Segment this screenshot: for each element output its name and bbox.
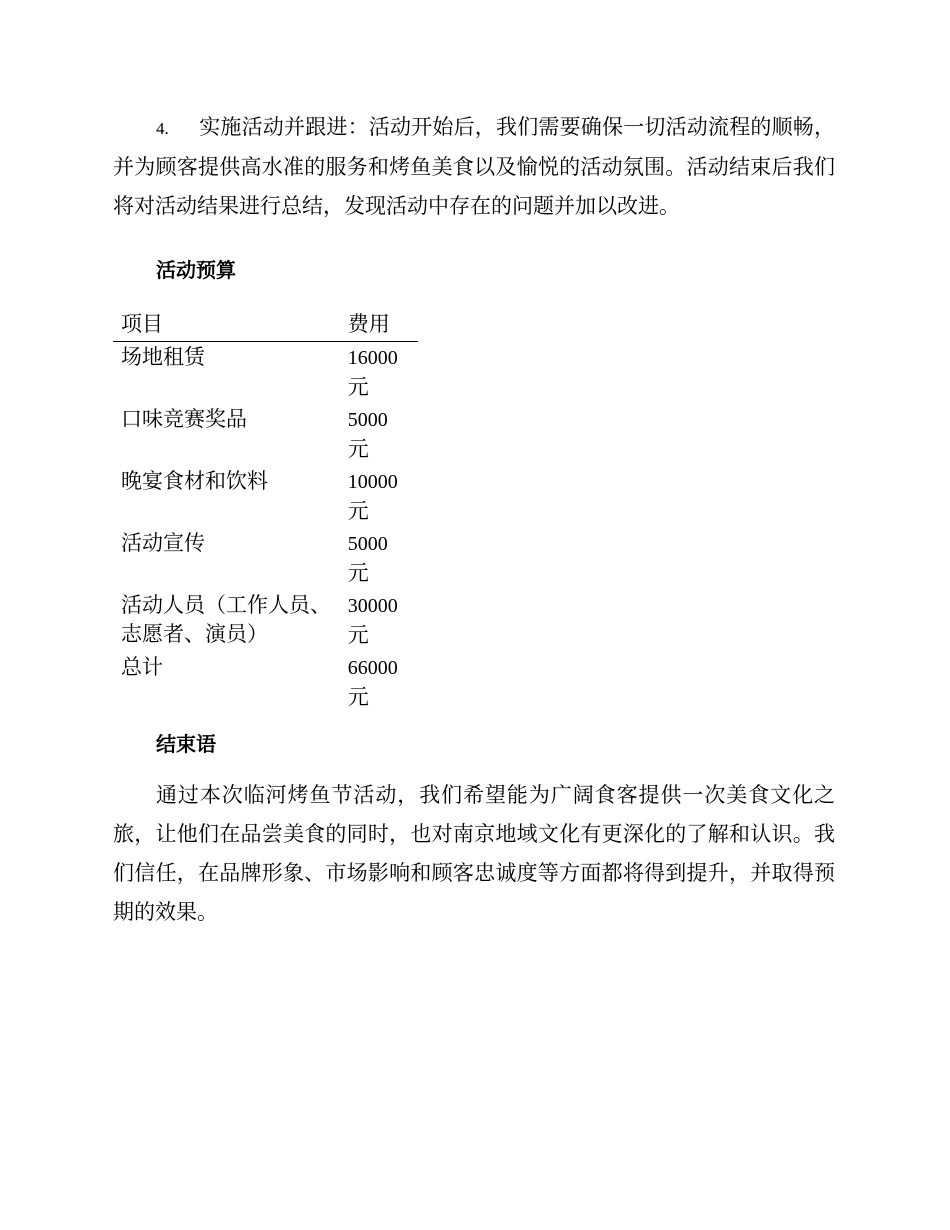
budget-unit: 元 <box>347 375 369 399</box>
budget-cost-cell <box>340 590 418 652</box>
table-row <box>113 590 418 652</box>
budget-heading: 活动预算 <box>156 258 236 282</box>
budget-item-cell: 场地租赁 <box>121 345 205 369</box>
budget-amount: 5000 <box>347 409 388 431</box>
table-row <box>113 652 418 714</box>
budget-unit: 元 <box>347 437 369 461</box>
budget-item-cell: 活动人员（工作人员、志愿者、演员） <box>121 593 331 646</box>
budget-unit: 元 <box>347 623 369 647</box>
budget-cost-cell <box>340 404 418 466</box>
budget-amount: 10000 <box>347 471 398 493</box>
conclusion-paragraph: 通过本次临河烤鱼节活动，我们希望能为广阔食客提供一次美食文化之旅，让他们在品尝美食的同时，也对南京地域文化有更深化的了解和认识。我们信任，在品牌形象、市场影响和顾客忠诚度等方面都将得到提升，并取得预期的效果。 <box>113 783 835 924</box>
budget-cost-cell <box>340 342 418 405</box>
budget-cost-cell <box>340 466 418 528</box>
table-row <box>113 466 418 528</box>
budget-item-cell: 口味竞赛奖品 <box>121 407 247 431</box>
budget-cost-cell <box>340 652 418 714</box>
budget-unit: 元 <box>347 561 369 585</box>
conclusion-heading: 结束语 <box>156 732 216 756</box>
document-page <box>113 108 835 932</box>
budget-table <box>113 310 418 714</box>
budget-item-cell: 活动宣传 <box>121 531 205 555</box>
budget-header-row <box>113 310 418 342</box>
budget-cost-cell <box>340 528 418 590</box>
budget-header-item: 项目 <box>113 310 340 342</box>
budget-unit: 元 <box>347 499 369 523</box>
step-4-text: 实施活动并跟进：活动开始后，我们需要确保一切活动流程的顺畅，并为顾客提供高水准的服务和烤鱼美食以及愉悦的活动氛围。活动结束后我们将对活动结果进行总结，发现活动中存在的问题并加以改进。 <box>113 115 835 218</box>
table-row <box>113 404 418 466</box>
budget-amount: 30000 <box>347 595 398 617</box>
budget-amount: 16000 <box>347 347 398 369</box>
step-4-paragraph <box>113 108 835 226</box>
budget-amount: 5000 <box>347 533 388 555</box>
step-4-number: 4. <box>156 119 169 138</box>
budget-amount: 66000 <box>347 657 398 679</box>
budget-item-cell: 总计 <box>121 655 163 679</box>
budget-header-cost: 费用 <box>340 310 418 342</box>
table-row <box>113 528 418 590</box>
table-row <box>113 342 418 405</box>
budget-item-cell: 晚宴食材和饮料 <box>121 469 268 493</box>
budget-unit: 元 <box>347 685 369 709</box>
